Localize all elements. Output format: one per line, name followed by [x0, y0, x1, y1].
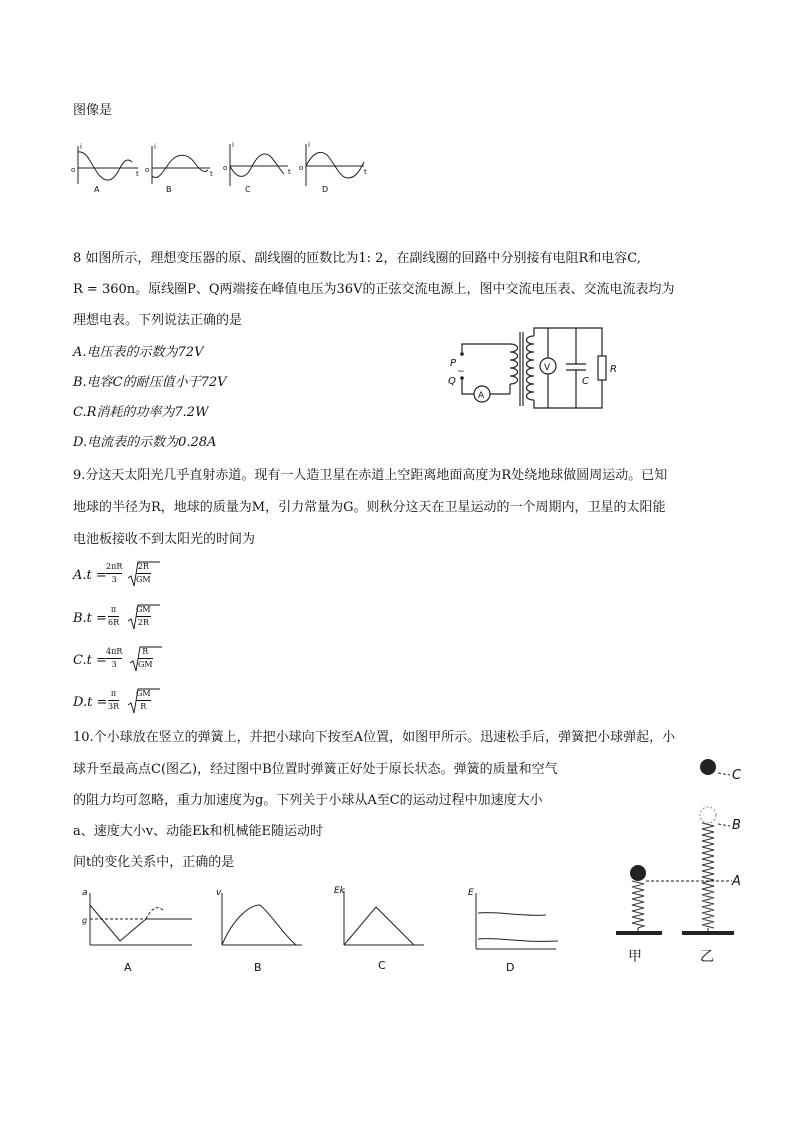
q10-graph-d-label: D: [506, 961, 515, 974]
resistor-label: R: [610, 364, 617, 375]
q8-transformer-circuit: [440, 322, 630, 412]
q7-axis-i-a: i: [80, 143, 82, 151]
ball-at-a: [630, 865, 646, 881]
q7-graph-b: [152, 146, 210, 184]
q9-option-c-frac: 4πR 3: [106, 647, 123, 669]
q7-graph-c: [230, 144, 288, 186]
q8-stem-line2: R = 360n。原线圈P、Q两端接在峰值电压为36V的正弦交流电源上，图中交流电压表、交流电流表均为: [73, 282, 675, 297]
q7-axis-i-c: i: [232, 141, 234, 149]
label-yi: 乙: [700, 949, 714, 965]
q7-option-graphs: [70, 140, 370, 200]
q7-origin-a: o: [71, 166, 76, 174]
q8-option-c: C.R消耗的功率为7.2W: [73, 405, 209, 420]
q9-option-c-label: C.t =: [73, 653, 107, 668]
q9-option-b-frac: π 6R: [108, 605, 120, 627]
q9-option-c-radical: [128, 645, 164, 675]
q7-axis-i-b: i: [154, 143, 156, 151]
q10-graph-a-mark: g: [82, 916, 88, 925]
q7-label-d: D: [322, 185, 329, 194]
q10-option-graphs: [80, 885, 570, 975]
primary-coil: [510, 344, 518, 384]
q10-graph-b: [222, 893, 302, 945]
ball-at-b-ghost: [700, 807, 716, 823]
q8-stem-line3: 理想电表。下列说法正确的是: [73, 313, 243, 328]
q7-origin-d: o: [299, 164, 304, 172]
q10-graph-c: [344, 891, 424, 945]
q10-graph-b-label: B: [254, 961, 262, 974]
q7-label-c: C: [245, 185, 251, 194]
q10-graph-a: [90, 893, 192, 945]
q10-graph-d: [476, 893, 558, 949]
voltmeter-label: V: [544, 363, 551, 373]
terminal-p: P: [450, 358, 457, 369]
capacitor-label: C: [582, 376, 589, 387]
q9-stem-line1: 9.分这天太阳光几乎直射赤道。现有一人造卫星在赤道上空距离地面高度为R处绕地球做圆周运动。已知: [73, 468, 668, 483]
q10-spring-figure: [612, 755, 762, 970]
q9-option-b-sqrt: GM 2R: [136, 605, 151, 627]
source-tilde: ~: [457, 367, 465, 377]
q9-option-d-label: D.t =: [73, 695, 108, 710]
q9-option-d-radical: [126, 687, 162, 717]
q9-option-c-sqrt: R GM: [138, 647, 153, 669]
q7-label-b: B: [166, 185, 172, 194]
q10-graph-b-yaxis: v: [216, 888, 222, 898]
spring-jia: [632, 881, 644, 928]
label-a: A: [732, 874, 741, 889]
q9-option-d-frac: π 3R: [108, 689, 120, 711]
q7-origin-c: o: [223, 164, 228, 172]
q9-option-a-radical: [126, 560, 162, 590]
q10-graph-a-yaxis: a: [82, 888, 88, 898]
spring-yi: [702, 823, 714, 928]
q9-option-a-frac: 2πR 3: [106, 562, 123, 584]
q7-stem-tail: 图像是: [73, 103, 113, 118]
q10-graph-a-label: A: [124, 961, 132, 974]
q9-option-a-label: A.t =: [73, 568, 107, 583]
q8-stem-line1: 8 如图所示，理想变压器的原、副线圈的匝数比为1: 2，在副线圈的回路中分别接有电阻R和电容C,: [73, 251, 641, 266]
q7-axis-i-d: i: [308, 141, 310, 149]
q7-origin-b: o: [145, 166, 150, 174]
q9-option-a-sqrt: 2R GM: [136, 562, 151, 584]
q7-axis-t-b: t: [210, 170, 213, 178]
q8-option-d: D.电流表的示数为0.28A: [73, 435, 217, 450]
q9-option-b-radical: [126, 603, 162, 633]
label-jia: 甲: [628, 949, 642, 965]
q7-axis-t-d: t: [364, 168, 367, 176]
q7-axis-t-c: t: [288, 168, 291, 176]
label-c: C: [732, 768, 742, 783]
q10-graph-c-yaxis: Ek: [334, 886, 345, 896]
q10-stem-line4: a、速度大小v、动能Ek和机械能E随运动时: [73, 824, 323, 839]
terminal-q: Q: [448, 376, 456, 387]
ball-at-c: [700, 759, 716, 775]
q7-axis-t-a: t: [136, 170, 139, 178]
q9-stem-line2: 地球的半径为R，地球的质量为M，引力常量为G。则秋分这天在卫星运动的一个周期内，卫星的太阳能: [73, 500, 666, 515]
q9-stem-line3: 电池板接收不到太阳光的时间为: [73, 532, 256, 547]
q10-graph-c-label: C: [378, 959, 386, 972]
q7-graph-a: [78, 146, 138, 184]
q9-option-b-label: B.t =: [73, 611, 107, 626]
q10-graph-d-yaxis: E: [468, 888, 474, 898]
q8-option-b: B.电容C的耐压值小于72V: [73, 375, 227, 390]
q7-label-a: A: [94, 185, 100, 194]
ammeter-label: A: [478, 391, 485, 401]
q10-stem-line1: 10.个小球放在竖立的弹簧上，并把小球向下按至A位置，如图甲所示。迅速松手后，弹簧把小球弹起，小: [73, 730, 676, 745]
q10-stem-line5: 间t的变化关系中，正确的是: [73, 855, 235, 870]
q9-option-d-sqrt: GM R: [136, 689, 151, 711]
q10-stem-line3: 的阻力均可忽略，重力加速度为g。下列关于小球从A至C的运动过程中加速度大小: [73, 793, 543, 808]
q8-option-a: A.电压表的示数为72V: [73, 345, 204, 360]
resistor-symbol: [598, 356, 606, 380]
secondary-coil: [527, 336, 535, 400]
q10-stem-line2: 球升至最高点C(图乙)，经过图中B位置时弹簧正好处于原长状态。弹簧的质量和空气: [73, 762, 558, 777]
label-b: B: [732, 818, 741, 833]
q7-graph-d: [306, 144, 364, 186]
